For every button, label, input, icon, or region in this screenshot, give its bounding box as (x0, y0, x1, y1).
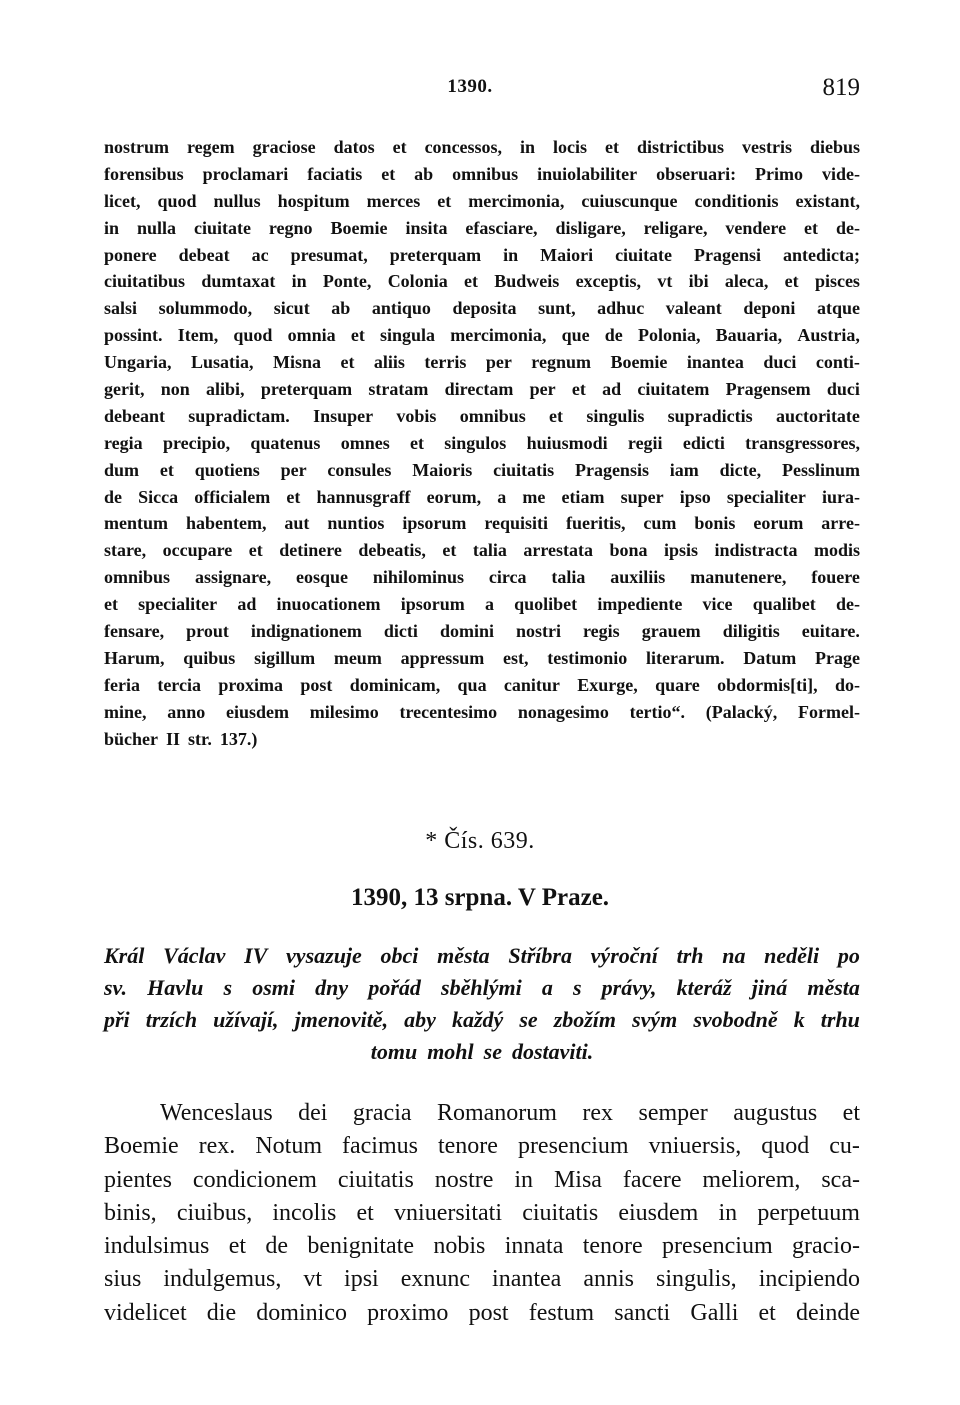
charter-text (104, 1097, 860, 1330)
body-text-line: Harum, quibus sigillum meum appressum est, testimonio literarum. Datum Prage (104, 647, 860, 668)
regest-summary (104, 940, 860, 1068)
body-text-line: de Sicca officialem et hannusgraff eorum, a me etiam super ipso specialiter iura- (104, 486, 860, 507)
charter-text-line: indulsimus et de benignitate nobis innata tenore presencium gracio- (104, 1233, 860, 1260)
body-text-line: ponere debeat ac presumat, preterquam in Maiori ciuitate Pragensi antedicta; (104, 244, 860, 265)
charter-text-line: sius indulgemus, vt ipsi exnunc inantea annis singulis, incipiendo (104, 1266, 860, 1293)
body-text-line: gerit, non alibi, preterquam stratam directam per et ad ciuitatem Pragensem duci (104, 379, 860, 400)
body-text-line: nostrum regem graciose datos et concessos, in locis et districtibus vestris diebus (104, 137, 860, 157)
body-text-line: mine, anno eiusdem milesimo trecentesimo nonagesimo tertio“. (Palacký, Formel- (104, 701, 860, 722)
charter-text-line: binis, ciuibus, incolis et vniuersitati ciuitatis eiusdem in perpetuum (104, 1199, 860, 1226)
body-text-line: bücher II str. 137.) (104, 728, 258, 749)
running-head (104, 76, 860, 106)
regest-text-line: sv. Havlu s osmi dny pořád sběhlými a s právy, kteráž jiná města (104, 975, 860, 1000)
page-number: 819 (822, 74, 860, 101)
body-text-line: fensare, prout indignationem dicti domini nostri regis grauem diligitis euitare. (104, 621, 860, 642)
body-text-line: possint. Item, quod omnia et singula mercimonia, que de Polonia, Bauaria, Austria, (104, 325, 860, 346)
charter-text-line: videlicet die dominico proximo post festum sancti Galli et deinde (104, 1299, 860, 1326)
body-text-line: stare, occupare et detinere debeatis, et talia arrestata bona ipsis indistracta modis (104, 540, 860, 561)
running-head-year: 1390. (447, 76, 493, 97)
body-text-line: mentum habentem, aut nuntios ipsorum requisiti fueritis, cum bonis eorum arre- (104, 513, 860, 534)
body-text-line: Ungaria, Lusatia, Misna et aliis terris per regnum Boemie inantea duci conti- (104, 352, 860, 373)
body-text-line: forensibus proclamari faciatis et ab omnibus inuiolabiliter obseruari: Primo vide- (104, 163, 860, 184)
entry-number: * Čís. 639. (425, 828, 535, 854)
charter-text-line: Wenceslaus dei gracia Romanorum rex semper augustus et (160, 1100, 860, 1126)
regest-text-line: Král Václav IV vysazuje obci města Stříbra výroční trh na neděli po (104, 943, 860, 968)
body-text-line: regia precipio, quatenus omnes et singulos huiusmodi regii edicti transgressores, (104, 432, 860, 453)
body-text-line: ciuitatibus dumtaxat in Ponte, Colonia et Budweis exceptis, vt ibi aleca, et pisces (104, 271, 860, 292)
previous-document-text (104, 134, 860, 752)
body-text-line: et specialiter ad inuocationem ipsorum a quolibet impediente vice qualibet de- (104, 594, 860, 615)
charter-text-line: Boemie rex. Notum facimus tenore presencium vniuersis, quod cu- (104, 1133, 860, 1160)
body-text-line: salsi solummodo, sicut ab antiquo deposita sunt, adhuc valeant deponi atque (104, 298, 860, 319)
regest-text-line: při trzích užívají, jmenovitě, aby každý se zbožím svým svobodně k trhu (104, 1007, 860, 1032)
body-text-line: feria tercia proxima post dominicam, qua canitur Exurge, quare obdormis[ti], do- (104, 674, 860, 695)
body-text-line: in nulla ciuitate regno Boemie insita efasciare, disligare, religare, vendere et de- (104, 217, 860, 238)
body-text-line: licet, quod nullus hospitum merces et mercimonia, cuiuscunque conditionis existant, (104, 190, 860, 211)
body-text-line: omnibus assignare, eosque nihilominus circa talia auxiliis manutenere, fouere (104, 567, 860, 588)
entry-heading: 1390, 13 srpna. V Praze. (350, 884, 610, 911)
body-text-line: dum et quotiens per consules Maioris ciuitatis Pragensis iam dicte, Pesslinum (104, 459, 860, 480)
charter-text-line: pientes condicionem ciuitatis nostre in Misa facere meliorem, sca- (104, 1166, 860, 1193)
regest-text-line: tomu mohl se dostaviti. (370, 1039, 594, 1064)
body-text-line: debeant supradictam. Insuper vobis omnibus et singulis supradictis auctoritate (104, 405, 860, 426)
